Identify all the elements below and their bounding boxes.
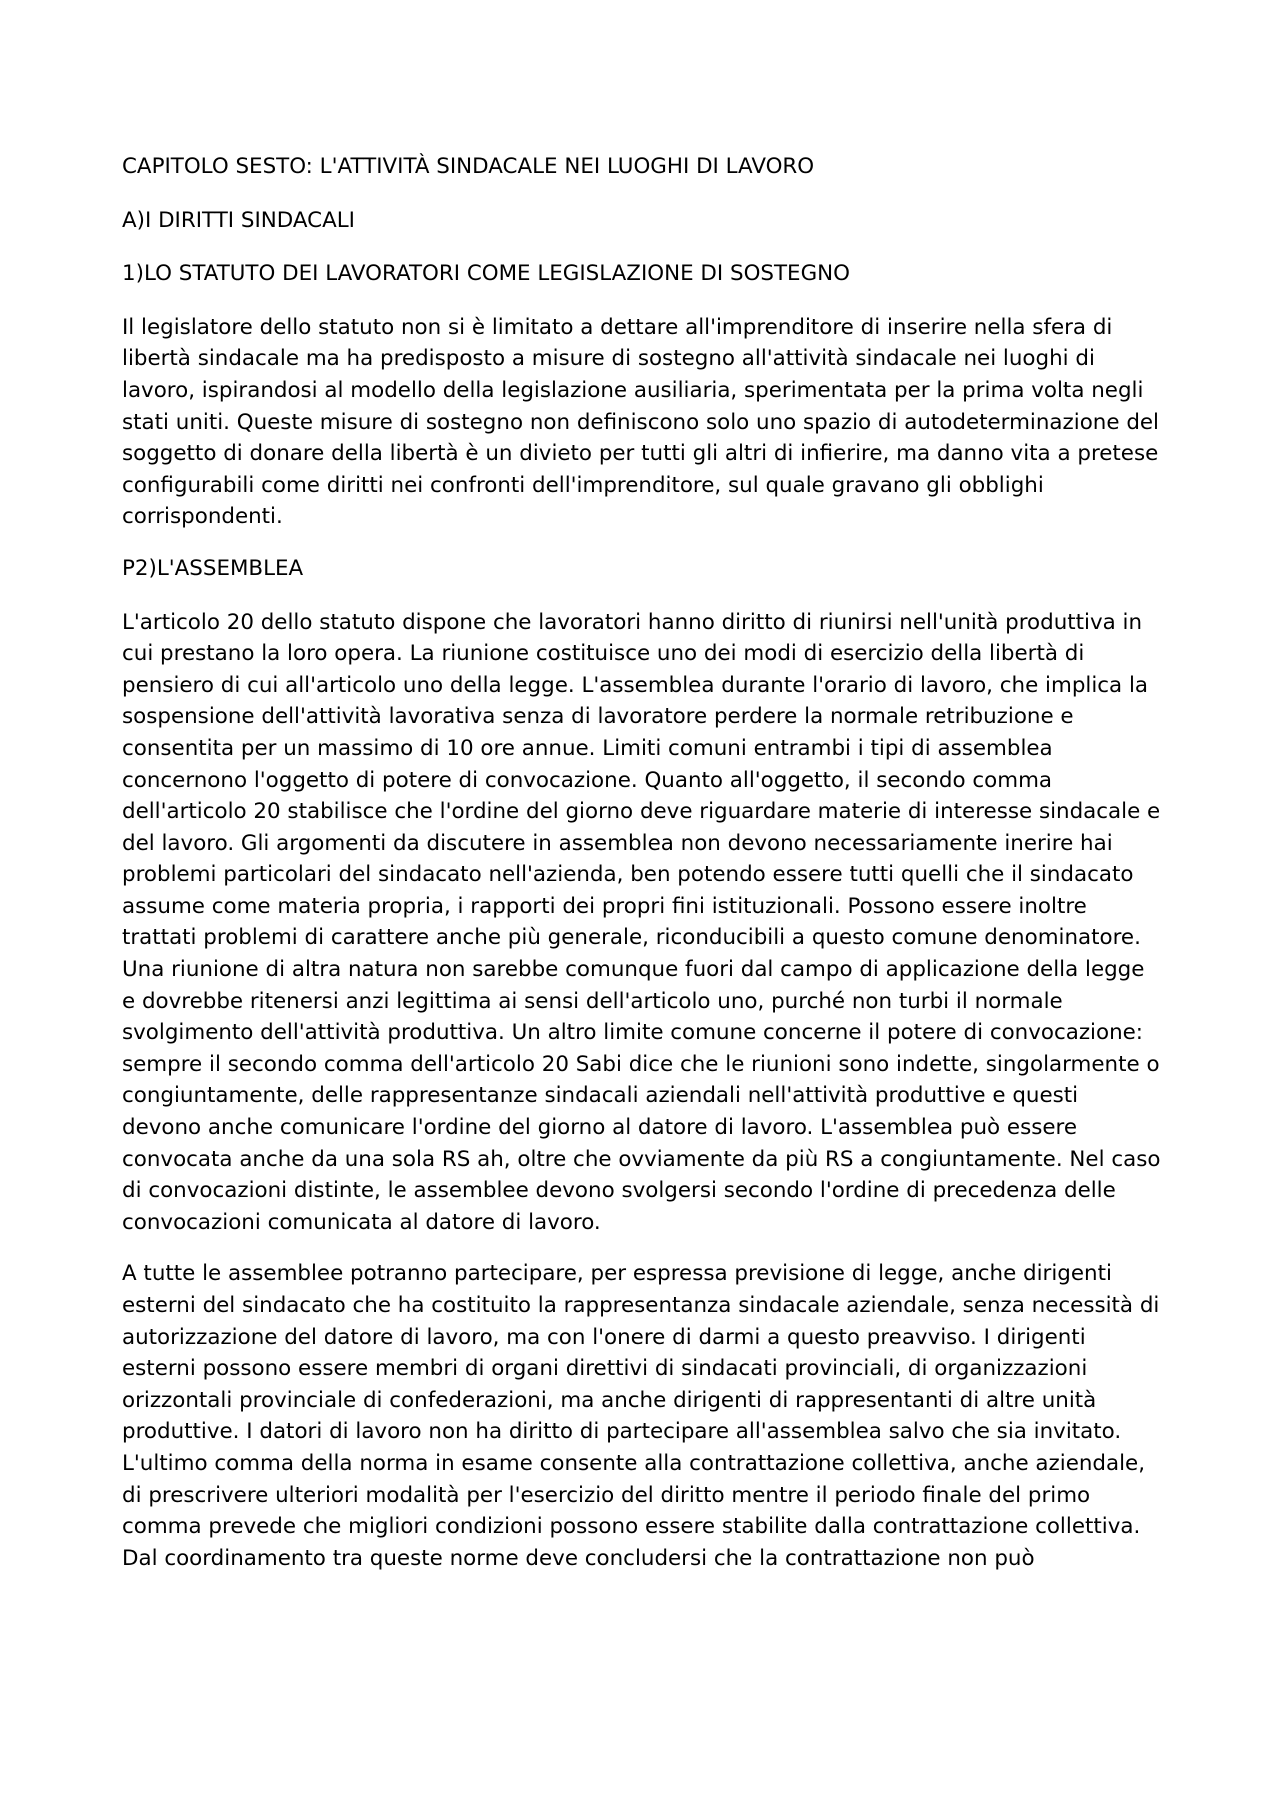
section-title: A)I DIRITTI SINDACALI <box>122 207 355 233</box>
paragraph-assemblea-1: L'articolo 20 dello statuto dispone che lavoratori hanno diritto di riunirsi nell'unità produttiva in cui prestano la loro opera. La riunione costituisce uno dei modi di esercizio della libertà di pensiero di cui all'articolo uno della legge. L'assemblea durante l'orario di lavoro, che implica la sospensione dell'attività lavorativa senza di lavoratore perdere la normale retribuzione e consentita per un massimo di 10 ore annue. Limiti comuni entrambi i tipi di assemblea concernono l'oggetto di potere di convocazione. Quanto all'oggetto, il secondo comma dell'articolo 20 stabilisce che l'ordine del giorno deve riguardare materie di interesse sindacale e del lavoro. Gli argomenti da discutere in assemblea non devono necessariamente inerire hai problemi particolari del sindacato nell'azienda, ben potendo essere tutti quelli che il sindacato assume come materia propria, i rapporti dei propri fini istituzionali. Possono essere inoltre trattati problemi di carattere anche più generale, riconducibili a questo comune denominatore. Una riunione di altra natura non sarebbe comunque fuori dal campo di applicazione della legge e dovrebbe ritenersi anzi legittima ai sensi dell'articolo uno, purché non turbi il normale svolgimento dell'attività produttiva. Un altro limite comune concerne il potere di convocazione: sempre il secondo comma dell'articolo 20 Sabi dice che le riunioni sono indette, singolarmente o congiuntamente, delle rappresentanze sindacali aziendali nell'attività produttive e questi devono anche comunicare l'ordine del giorno al datore di lavoro. L'assemblea può essere convocata anche da una sola RS ah, oltre che ovviamente da più RS a congiuntamente. Nel caso di convocazioni distinte, le assemblee devono svolgersi secondo l'ordine di precedenza delle convocazioni comunicata al datore di lavoro. <box>122 609 1161 1235</box>
paragraph-statuto: Il legislatore dello statuto non si è limitato a dettare all'imprenditore di inserire nella sfera di libertà sindacale ma ha predisposto a misure di sostegno all'attività sindacale nei luoghi di lavoro, ispirandosi al modello della legislazione ausiliaria, sperimentata per la prima volta negli stati uniti. Queste misure di sostegno non definiscono solo uno spazio di autodeterminazione del soggetto di donare della libertà è un divieto per tutti gli altri di infierire, ma danno vita a pretese configurabili come diritti nei confronti dell'imprenditore, sul quale gravano gli obblighi corrispondenti. <box>122 314 1159 530</box>
subsection-title-assemblea: P2)L'ASSEMBLEA <box>122 555 304 581</box>
subsection-title-statuto: 1)LO STATUTO DEI LAVORATORI COME LEGISLAZIONE DI SOSTEGNO <box>122 261 850 287</box>
paragraph-assemblea-2: A tutte le assemblee potranno partecipare, per espressa previsione di legge, anche dirigenti esterni del sindacato che ha costituito la rappresentanza sindacale aziendale, senza necessità di autorizzazione del datore di lavoro, ma con l'onere di darmi a questo preavviso. I dirigenti esterni possono essere membri di organi direttivi di sindacati provinciali, di organizzazioni orizzontali provinciale di confederazioni, ma anche dirigenti di rappresentanti di altre unità produttive. I datori di lavoro non ha diritto di partecipare all'assemblea salvo che sia invitato. L'ultimo comma della norma in esame consente alla contrattazione collettiva, anche aziendale, di prescrivere ulteriori modalità per l'esercizio del diritto mentre il periodo finale del primo comma prevede che migliori condizioni possono essere stabilite dalla contrattazione collettiva. Dal coordinamento tra queste norme deve concludersi che la contrattazione non può <box>122 1261 1160 1571</box>
document-body <box>122 151 1162 1594</box>
chapter-title: CAPITOLO SESTO: L'ATTIVITÀ SINDACALE NEI LUOGHI DI LAVORO <box>122 154 815 179</box>
